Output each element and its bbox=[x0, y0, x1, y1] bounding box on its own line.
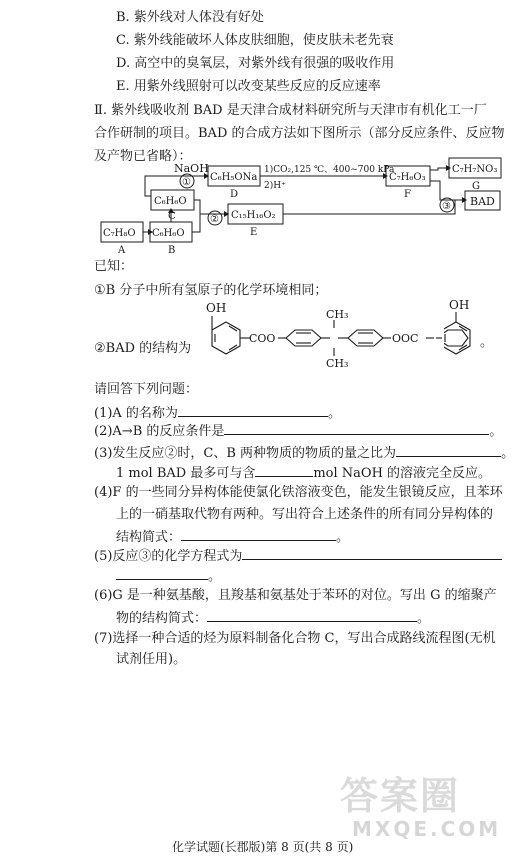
option-b: B. 紫外线对人体没有好处 bbox=[116, 10, 264, 25]
structure-period: 。 bbox=[480, 335, 494, 350]
ooc-group: OOC bbox=[392, 332, 419, 345]
known-2: ②BAD 的结构为 bbox=[94, 341, 192, 356]
q3b-text-pre: 1 mol BAD 最多可与含 bbox=[116, 466, 256, 481]
q6-answer-blank[interactable] bbox=[207, 608, 417, 622]
step2-label: ② bbox=[210, 214, 219, 225]
q4-text: 结构简式： bbox=[116, 530, 182, 545]
q3-end: 。 bbox=[501, 446, 515, 461]
q5-answer-blank-1[interactable] bbox=[242, 546, 502, 560]
q2-end: 。 bbox=[489, 424, 503, 439]
q5-end: 。 bbox=[208, 569, 222, 584]
known-1: ①B 分子中所有氢原子的化学环境相同； bbox=[94, 283, 328, 298]
ask: 请回答下列问题： bbox=[94, 382, 199, 397]
label-c: C bbox=[168, 211, 176, 222]
part2-line1: Ⅱ. 紫外线吸收剂 BAD 是天津合成材料研究所与天津市有机化工一厂 bbox=[94, 103, 487, 118]
condition-2: 2)H⁺ bbox=[264, 181, 286, 191]
q3b bbox=[116, 463, 491, 483]
watermark-logo: 答案圈 bbox=[340, 774, 461, 818]
label-naoh: NaOH bbox=[174, 162, 209, 175]
q1-end: 。 bbox=[327, 406, 341, 421]
q2-text: (2)A→B 的反应条件是 bbox=[94, 424, 225, 439]
part2-line3: 及产物已省略）： bbox=[94, 149, 192, 164]
q4-answer-blank[interactable] bbox=[181, 527, 336, 541]
step1-label: ① bbox=[182, 177, 191, 188]
label-a: A bbox=[118, 245, 126, 256]
q4-line2: 上的一硝基取代物有两种。写出符合上述条件的所有同分异构体的 bbox=[116, 507, 494, 522]
option-e: E. 用紫外线照射可以改变某些反应的反应速率 bbox=[116, 79, 381, 94]
label-b: B bbox=[168, 245, 176, 256]
q1-text: (1)A 的名称为 bbox=[94, 406, 178, 421]
q1-answer-blank[interactable] bbox=[178, 403, 328, 417]
q6-line1: (6)G 是一种氨基酸，且羧基和氨基处于苯环的对位。写出 G 的缩聚产 bbox=[94, 588, 497, 603]
coo-group: COO bbox=[249, 332, 276, 345]
q3b-answer-blank[interactable] bbox=[255, 463, 313, 477]
q3 bbox=[94, 443, 514, 463]
label-f: F bbox=[404, 189, 411, 200]
formula-d: C₆H₅ONa bbox=[210, 172, 258, 183]
label-g: G bbox=[472, 181, 480, 192]
part2-line2: 合作研制的项目。BAD 的合成方法如下图所示（部分反应条件、反应物 bbox=[94, 126, 505, 141]
q6-end: 。 bbox=[417, 611, 431, 626]
condition-1: 1)CO₂,125 ℃、400~700 kPa bbox=[264, 165, 395, 175]
formula-e: C₁₅H₁₆O₂ bbox=[231, 210, 276, 221]
q4-line1: (4)F 的一些同分异构体能使氯化铁溶液变色，能发生银镜反应，且苯环 bbox=[94, 485, 503, 500]
q4-line3 bbox=[116, 527, 349, 547]
step3-label: ③ bbox=[442, 201, 451, 212]
ch3-bottom: CH₃ bbox=[326, 357, 349, 370]
q1 bbox=[94, 403, 341, 423]
oh-right: OH bbox=[449, 298, 470, 312]
formula-b: C₆H₆O bbox=[152, 228, 185, 239]
q7-line1: (7)选择一种合适的烃为原料制备化合物 C，写出合成路线流程图(无机 bbox=[94, 631, 496, 646]
known-title: 已知： bbox=[94, 259, 134, 274]
watermark-site: MXQE.COM bbox=[352, 817, 502, 841]
q3-answer-blank[interactable] bbox=[396, 443, 501, 457]
option-d: D. 高空中的臭氧层，对紫外线有很强的吸收作用 bbox=[116, 56, 395, 71]
formula-a: C₇H₈O bbox=[103, 228, 136, 239]
ch3-top: CH₃ bbox=[326, 308, 349, 321]
formula-f: C₇H₆O₃ bbox=[389, 172, 426, 183]
q6-text: 物的结构简式： bbox=[116, 611, 208, 626]
q5-line2 bbox=[116, 566, 221, 586]
formula-g: C₇H₇NO₃ bbox=[452, 164, 498, 175]
q6-line2 bbox=[116, 608, 430, 628]
label-d: D bbox=[230, 189, 239, 200]
q7-line2: 试剂任用)。 bbox=[116, 652, 187, 667]
bad-structure bbox=[0, 0, 520, 390]
q5 bbox=[94, 546, 502, 566]
q2 bbox=[94, 421, 502, 441]
q3b-text-post: mol NaOH 的溶液完全反应。 bbox=[313, 466, 492, 481]
formula-c: C₆H₆O bbox=[154, 196, 187, 207]
oh-left: OH bbox=[206, 301, 227, 315]
label-e: E bbox=[250, 227, 258, 238]
option-c: C. 紫外线能破坏人体皮肤细胞，使皮肤未老先衰 bbox=[116, 33, 394, 48]
q5-text: (5)反应③的化学方程式为 bbox=[94, 549, 243, 564]
q2-answer-blank[interactable] bbox=[224, 421, 489, 435]
page-footer: 化学试题(长郡版)第 8 页(共 8 页) bbox=[172, 840, 354, 854]
formula-bad: BAD bbox=[470, 195, 495, 208]
q4-end: 。 bbox=[336, 530, 350, 545]
q3-text: (3)发生反应②时，C、B 两种物质的物质的量之比为 bbox=[94, 446, 397, 461]
q5-answer-blank-2[interactable] bbox=[116, 566, 208, 580]
